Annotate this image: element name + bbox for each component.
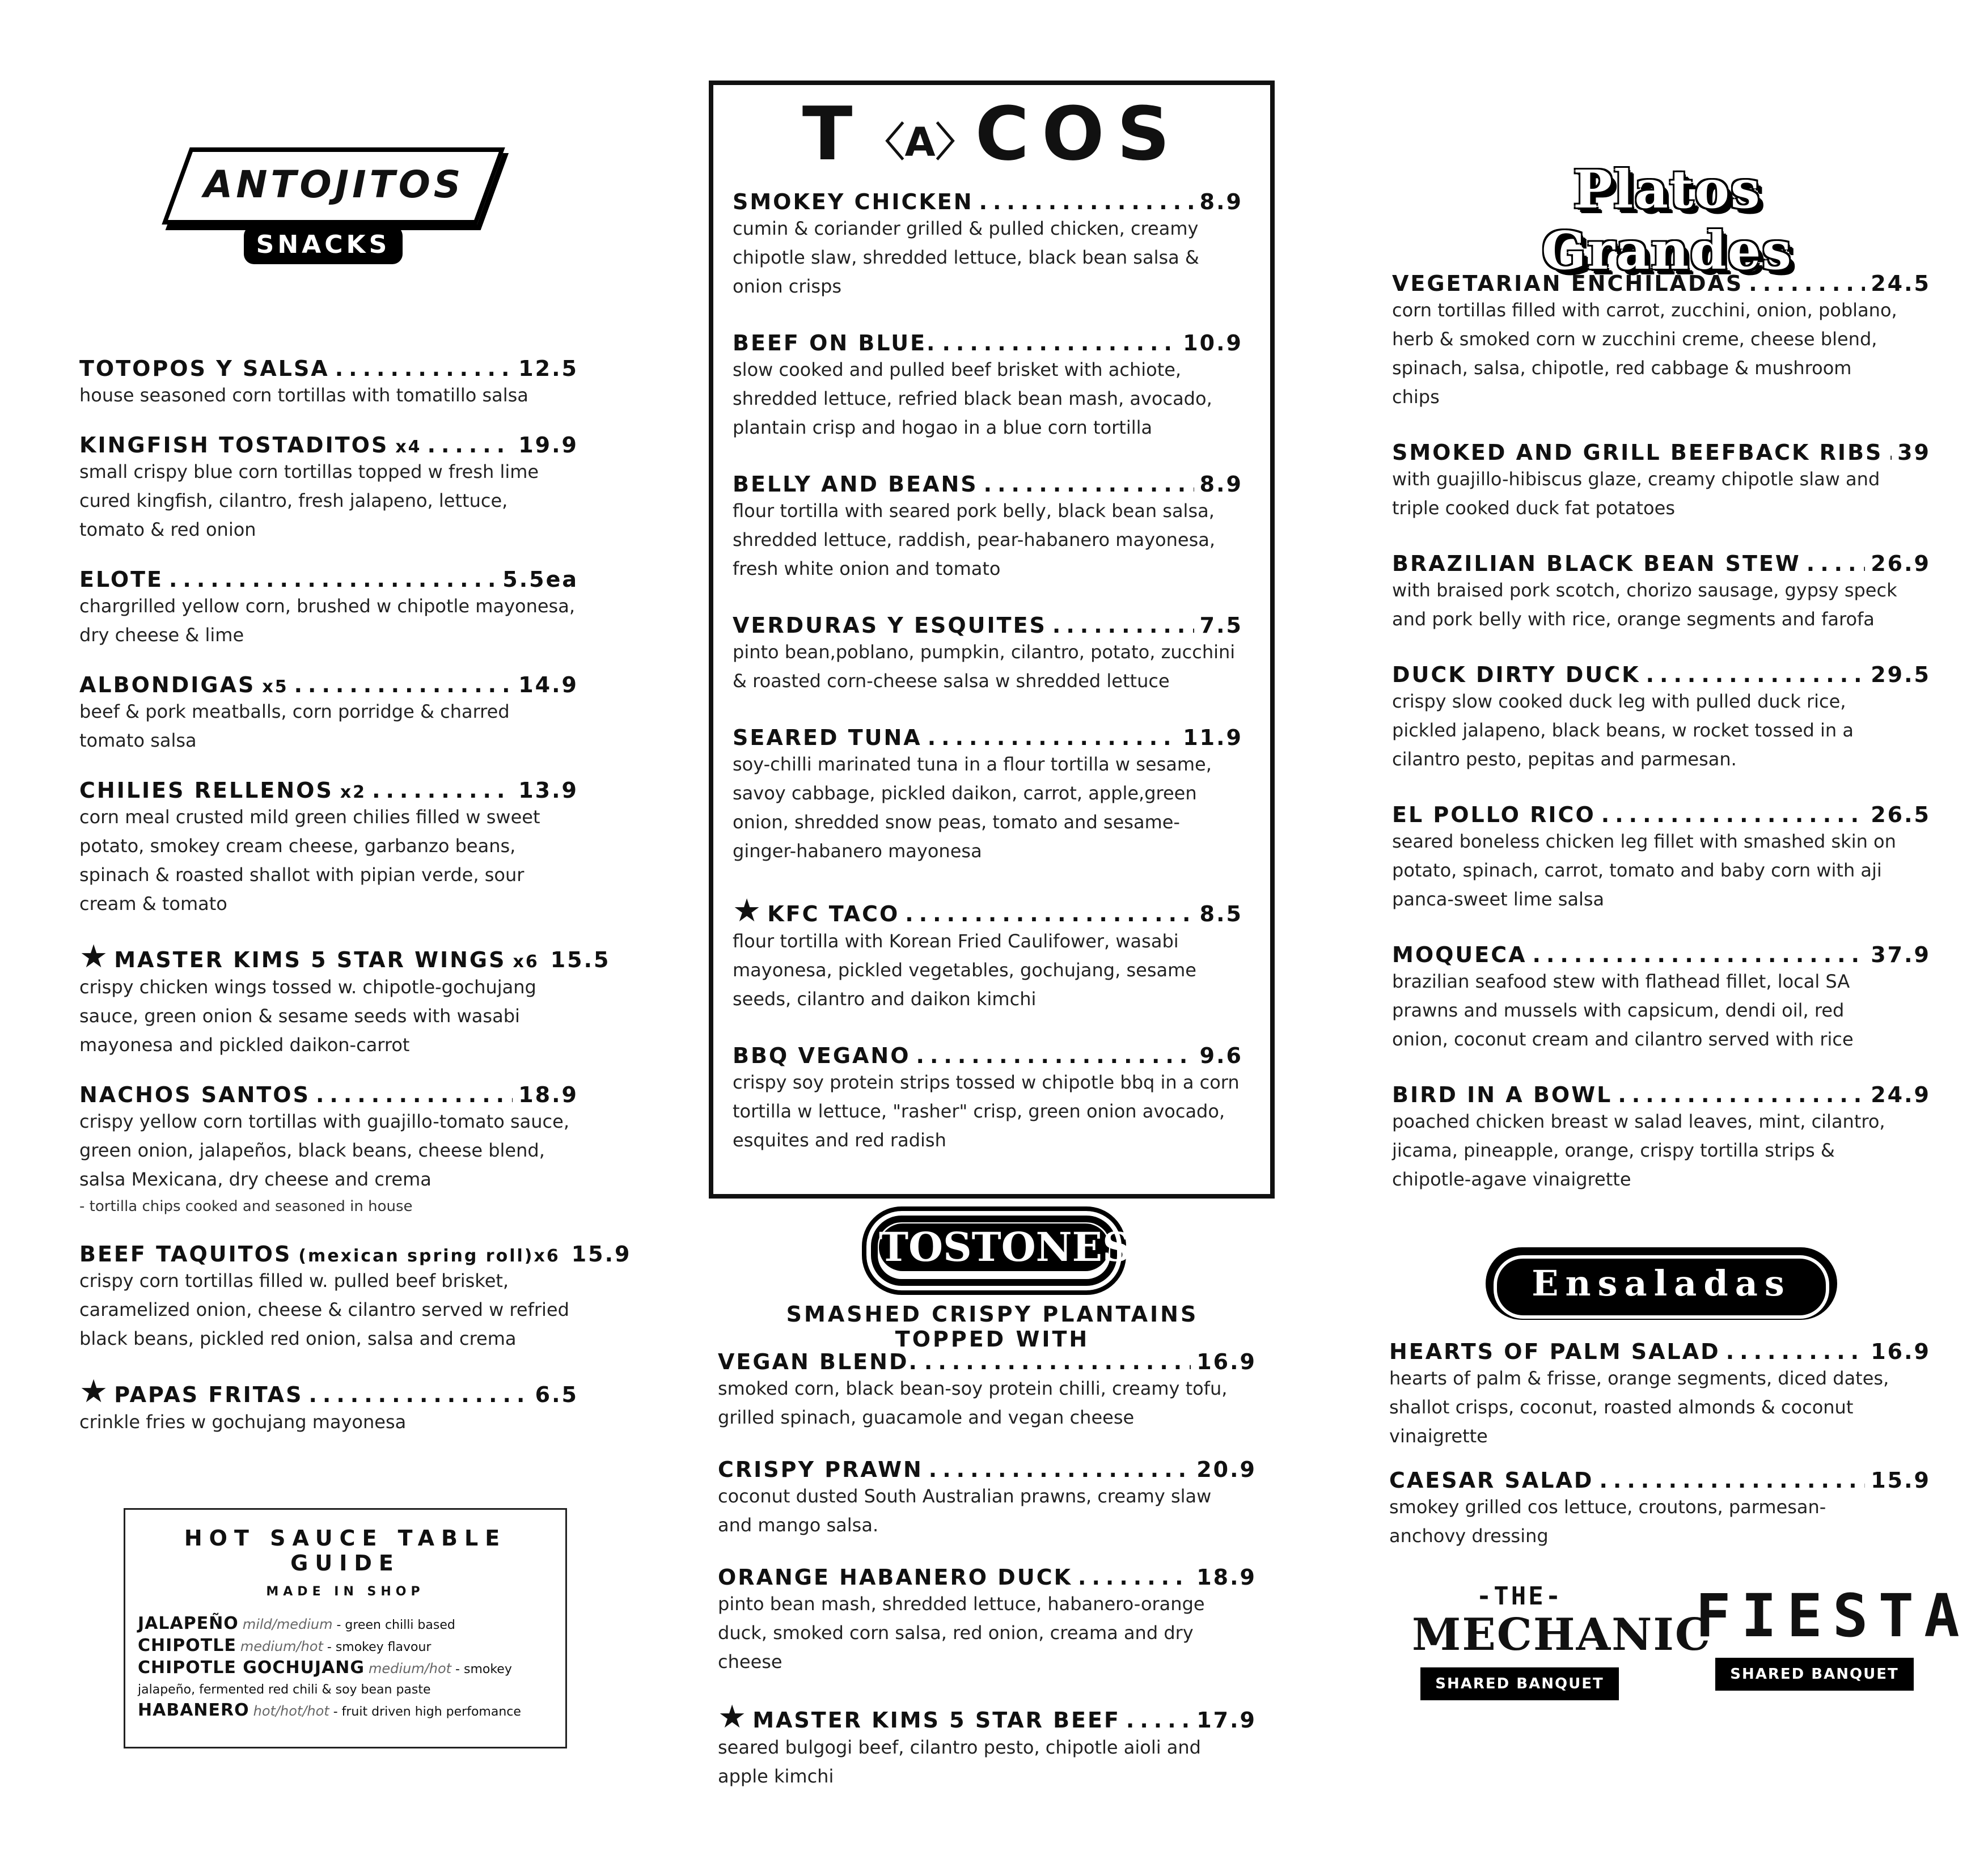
menu-item-price: 11.9	[1183, 725, 1243, 750]
menu-item-header	[1389, 1468, 1931, 1493]
dot-leader	[169, 567, 497, 592]
menu-item-header	[79, 356, 578, 381]
menu-item-name: SMOKED AND GRILL BEEFBACK RIBS	[1392, 440, 1883, 465]
menu-item-name: HEARTS OF PALM SALAD	[1389, 1339, 1720, 1364]
fiesta-shared-banquet-label: SHARED BANQUET	[1715, 1658, 1913, 1691]
menu-item-description: corn tortillas filled with carrot, zucchini, onion, poblano, herb & smoked corn w zucchini creme, cheese blend, spinach, salsa, chipotle, red cabbage & mushroom chips	[1392, 299, 1897, 408]
winged-a-icon: 〈A〉	[865, 118, 975, 166]
menu-item-description: pinto bean,poblano, pumpkin, cilantro, potato, zucchini & roasted corn-cheese salsa w shredded lettuce	[733, 641, 1236, 692]
dot-leader	[979, 189, 1194, 214]
dot-leader	[984, 472, 1194, 497]
menu-item-price: 15.9	[571, 1242, 632, 1267]
star-icon: ★	[718, 1699, 748, 1735]
menu-item-name: ALBONDIGAS	[79, 672, 256, 697]
menu-item-quantity: x6	[513, 952, 539, 972]
menu-item-header	[733, 472, 1243, 497]
menu-item-name: CAESAR SALAD	[1389, 1468, 1594, 1493]
menu-item	[79, 1242, 632, 1353]
menu-item-price: 13.9	[518, 778, 578, 803]
menu-item-header	[1392, 942, 1931, 967]
dot-leader	[924, 1349, 1191, 1374]
hot-sauce-row	[138, 1700, 565, 1722]
mechanic-name: MECHANIC	[1412, 1609, 1711, 1661]
menu-item-header	[718, 1457, 1257, 1482]
menu-item	[1392, 802, 1931, 914]
menu-item-header	[718, 1565, 1257, 1590]
ensaladas-section	[1389, 1339, 1931, 1568]
menu-item	[733, 189, 1243, 301]
menu-item	[733, 331, 1243, 442]
hot-sauce-guide	[124, 1508, 567, 1748]
hot-sauce-name: CHIPOTLE	[138, 1636, 236, 1655]
dot-leader	[905, 901, 1194, 926]
menu-item-price: 39	[1897, 440, 1931, 465]
menu-item-description: seared boneless chicken leg fillet with smashed skin on potato, spinach, carrot, tomato and baby corn with aji panca-sweet lime salsa	[1392, 831, 1896, 910]
menu-item-header	[79, 1242, 632, 1267]
hot-sauce-description: - smokey flavour	[323, 1640, 432, 1654]
menu-item-name: SMOKEY CHICKEN	[733, 189, 974, 214]
menu-item-name: SEARED TUNA	[733, 725, 922, 750]
dot-leader	[1052, 613, 1194, 638]
dot-leader	[929, 1457, 1191, 1482]
menu-item-price: 19.9	[518, 433, 578, 458]
dot-leader	[1888, 440, 1892, 465]
menu-item-header	[1392, 802, 1931, 827]
platos-grandes-section	[1392, 271, 1931, 1222]
hot-sauce-row	[138, 1636, 565, 1658]
menu-item-description: crispy slow cooked duck leg with pulled duck rice, pickled jalapeno, black beans, w rocket tossed in a cilantro pesto, pepitas and parmesan.	[1392, 691, 1854, 770]
menu-item	[733, 1043, 1243, 1155]
menu-item-name: VEGETARIAN ENCHILADAS	[1392, 271, 1744, 296]
tostones-logo	[862, 1206, 1131, 1295]
menu-item-description: coconut dusted South Australian prawns, creamy slaw and mango salsa.	[718, 1485, 1212, 1536]
hot-sauce-description: - smokey jalapeño, fermented red chili & soy bean paste	[138, 1662, 512, 1697]
antojitos-banner	[162, 147, 505, 225]
hot-sauce-list	[138, 1614, 565, 1722]
menu-item-price: 17.9	[1196, 1708, 1257, 1733]
the-mechanic-logo	[1412, 1582, 1711, 1700]
tostones-title: TOSTONES	[879, 1223, 1131, 1271]
menu-item-note: - tortilla chips cooked and seasoned in house	[79, 1198, 413, 1215]
menu-item-description: crispy corn tortillas filled w. pulled beef brisket, caramelized onion, cheese & cilantro served w refried black beans, pickled red onion, salsa and crema	[79, 1270, 569, 1349]
menu-item-price: 26.9	[1871, 551, 1931, 576]
tacos-title	[709, 91, 1276, 177]
menu-item-header	[733, 189, 1243, 214]
menu-item-price: 24.5	[1871, 271, 1931, 296]
menu-item	[1392, 942, 1931, 1054]
menu-item-name: KFC TACO	[767, 901, 900, 926]
ensaladas-title: Ensaladas	[1494, 1255, 1829, 1319]
fiesta-name: FIESTA	[1695, 1581, 1970, 1650]
menu-item-quantity: (mexican spring roll)x6	[298, 1246, 560, 1266]
menu-item-name: MOQUECA	[1392, 942, 1527, 967]
hot-sauce-name: CHIPOTLE GOCHUJANG	[138, 1658, 365, 1678]
menu-item-name: PAPAS FRITAS	[114, 1382, 303, 1407]
menu-item-header	[718, 1349, 1257, 1374]
star-icon: ★	[733, 892, 763, 929]
antojitos-title: ANTOJITOS	[204, 163, 464, 206]
menu-item-price: 7.5	[1199, 613, 1243, 638]
snacks-label: SNACKS	[244, 226, 403, 264]
menu-item-description: crinkle fries w gochujang mayonesa	[79, 1411, 407, 1433]
menu-item	[1392, 440, 1931, 523]
menu-item	[733, 613, 1243, 696]
hot-sauce-row	[138, 1658, 565, 1700]
menu-item-price: 26.5	[1871, 802, 1931, 827]
menu-item-description: chargrilled yellow corn, brushed w chipotle mayonesa, dry cheese & lime	[79, 595, 575, 646]
menu-item	[79, 567, 578, 650]
menu-item-description: with guajillo-hibiscus glaze, creamy chipotle slaw and triple cooked duck fat potatoes	[1392, 468, 1880, 519]
menu-item-price: 8.9	[1199, 189, 1243, 214]
dot-leader	[1726, 1339, 1866, 1364]
menu-item-description: flour tortilla with Korean Fried Caulifower, wasabi mayonesa, pickled vegetables, gochujang, sesame seeds, cilantro and daikon kimchi	[733, 930, 1196, 1010]
hot-sauce-name: JALAPEÑO	[138, 1614, 239, 1633]
menu-item-name: NACHOS SANTOS	[79, 1082, 310, 1107]
hot-sauce-heat: mild/medium	[242, 1616, 333, 1632]
tostones-section	[718, 1349, 1257, 1816]
menu-item-price: 15.5	[550, 947, 611, 972]
menu-item	[1392, 271, 1931, 412]
menu-item-name: CRISPY PRAWN	[718, 1457, 923, 1482]
menu-item	[733, 725, 1243, 866]
menu-item	[718, 1457, 1257, 1540]
dot-leader	[1126, 1708, 1191, 1733]
menu-item-price: 18.9	[518, 1082, 578, 1107]
dot-leader	[1533, 942, 1866, 967]
menu-item	[718, 1349, 1257, 1432]
menu-item-description: flour tortilla with seared pork belly, black bean salsa, shredded lettuce, raddish, pear-habanero mayonesa, fresh white onion and tomato	[733, 500, 1216, 579]
menu-item-price: 9.6	[1199, 1043, 1243, 1068]
antojitos-section	[79, 356, 632, 1459]
menu-item-name: BBQ VEGANO	[733, 1043, 911, 1068]
menu-item-header	[79, 1373, 578, 1410]
menu-item-name: KINGFISH TOSTADITOS	[79, 433, 389, 458]
menu-item-price: 29.5	[1871, 662, 1931, 687]
menu-item-name: CHILIES RELLENOS	[79, 778, 333, 803]
menu-item-name: BIRD IN A BOWL	[1392, 1082, 1613, 1107]
menu-item	[718, 1565, 1257, 1676]
menu-item-name: DUCK DIRTY DUCK	[1392, 662, 1640, 687]
menu-item-quantity: x4	[395, 437, 422, 457]
menu-item-price: 8.5	[1199, 901, 1243, 926]
menu-item-name: BEEF ON BLUE.	[733, 331, 937, 355]
menu-item-description: pinto bean mash, shredded lettuce, habanero-orange duck, smoked corn salsa, red onion, creama and dry cheese	[718, 1593, 1205, 1673]
menu-item-header	[1389, 1339, 1931, 1364]
dot-leader	[1599, 1468, 1865, 1493]
hot-sauce-heat: medium/hot	[369, 1661, 452, 1676]
hot-sauce-row	[138, 1614, 565, 1636]
menu-item-price: 8.9	[1199, 472, 1243, 497]
menu-item	[79, 356, 578, 410]
tacos-title-cos: COS	[975, 91, 1183, 177]
menu-item-price: 18.9	[1196, 1565, 1257, 1590]
tacos-section	[733, 189, 1243, 1184]
menu-item-name: BELLY AND BEANS	[733, 472, 978, 497]
menu-item	[1392, 662, 1931, 774]
mechanic-the: -THE-	[1476, 1582, 1563, 1611]
antojitos-logo	[176, 147, 493, 266]
menu-item-header	[1392, 271, 1931, 296]
menu-item-price: 14.9	[518, 672, 578, 697]
menu-item-price: 37.9	[1871, 942, 1931, 967]
fiesta-logo	[1695, 1581, 1970, 1691]
hot-sauce-description: - fruit driven high perfomance	[329, 1705, 521, 1719]
menu-item-name: MASTER KIMS 5 STAR BEEF	[752, 1708, 1120, 1733]
menu-item	[1392, 551, 1931, 634]
tacos-title-t: T	[802, 91, 865, 177]
menu-item-header	[79, 672, 578, 697]
hot-sauce-description: - green chilli based	[332, 1618, 455, 1632]
menu-item-description: with braised pork scotch, chorizo sausage, gypsy speck and pork belly with rice, orange segments and farofa	[1392, 579, 1897, 630]
dot-leader	[1807, 551, 1865, 576]
menu-item-header	[733, 1043, 1243, 1068]
hot-sauce-name: HABANERO	[138, 1700, 249, 1720]
menu-item-header	[718, 1701, 1257, 1733]
menu-item-header	[1392, 1082, 1931, 1107]
dot-leader	[916, 1043, 1194, 1068]
menu-item-description: smoked corn, black bean-soy protein chilli, creamy tofu, grilled spinach, guacamole and vegan cheese	[718, 1378, 1228, 1428]
hot-sauce-subtitle: MADE IN SHOP	[266, 1585, 425, 1599]
menu-item-name: BEEF TAQUITOS	[79, 1242, 292, 1267]
dot-leader	[1078, 1565, 1191, 1590]
menu-item	[1389, 1339, 1931, 1451]
ensaladas-logo	[1486, 1247, 1837, 1320]
hot-sauce-heat: hot/hot/hot	[253, 1703, 329, 1719]
menu-item-price: 6.5	[535, 1382, 578, 1407]
menu-item-price: 16.9	[1871, 1339, 1931, 1364]
menu-item-description: house seasoned corn tortillas with tomatillo salsa	[79, 384, 528, 406]
menu-item-price: 12.5	[518, 356, 578, 381]
menu-item	[733, 472, 1243, 583]
menu-item-header	[79, 938, 611, 975]
menu-item-header	[733, 725, 1243, 750]
menu-item-name: ELOTE	[79, 567, 163, 592]
menu-item-quantity: x2	[340, 782, 367, 802]
dot-leader	[1601, 802, 1865, 827]
dot-leader	[294, 672, 513, 697]
star-icon: ★	[79, 1373, 110, 1410]
menu-item-header	[733, 331, 1243, 355]
menu-item-header	[79, 778, 578, 803]
menu-item	[718, 1701, 1257, 1791]
menu-item-description: crispy chicken wings tossed w. chipotle-gochujang sauce, green onion & sesame seeds with wasabi mayonesa and pickled daikon-carrot	[79, 976, 536, 1056]
dot-leader	[372, 778, 513, 803]
dot-leader	[1646, 662, 1866, 687]
menu-item-name: VEGAN BLEND.	[718, 1349, 919, 1374]
menu-item-description: brazilian seafood stew with flathead fillet, local SA prawns and mussels with capsicum, dendi oil, red onion, coconut cream and cilantro served with rice	[1392, 971, 1854, 1050]
menu-item-header	[79, 433, 578, 458]
menu-item-header	[733, 892, 1243, 929]
menu-item	[79, 1373, 578, 1437]
menu-item-description: crispy soy protein strips tossed w chipotle bbq in a corn tortilla w lettuce, "rasher" crisp, green onion avocado, esquites and red radish	[733, 1072, 1240, 1151]
menu-item-header	[79, 567, 578, 592]
menu-item	[79, 1082, 578, 1219]
dot-leader	[335, 356, 513, 381]
menu-item-description: cumin & coriander grilled & pulled chicken, creamy chipotle slaw, shredded lettuce, black bean salsa & onion crisps	[733, 218, 1199, 297]
menu-item-description: small crispy blue corn tortillas topped w fresh lime cured kingfish, cilantro, fresh jalapeno, lettuce, tomato & red onion	[79, 461, 539, 540]
dot-leader	[1618, 1082, 1865, 1107]
menu-item-name: TOTOPOS Y SALSA	[79, 356, 329, 381]
dot-leader	[308, 1382, 529, 1407]
dot-leader	[428, 433, 513, 458]
menu-item-description: corn meal crusted mild green chilies filled w sweet potato, smokey cream cheese, garbanzo beans, spinach & roasted shallot with pipian verde, sour cream & tomato	[79, 806, 540, 914]
mechanic-shared-banquet-label: SHARED BANQUET	[1420, 1667, 1618, 1700]
menu-item	[1389, 1468, 1931, 1551]
dot-leader	[942, 331, 1177, 355]
menu-item-price: 15.9	[1871, 1468, 1931, 1493]
menu-item-name: MASTER KIMS 5 STAR WINGS	[114, 947, 506, 972]
menu-item-header	[733, 613, 1243, 638]
dot-leader	[1749, 271, 1865, 296]
menu-item-header	[79, 1082, 578, 1107]
hot-sauce-heat: medium/hot	[240, 1638, 323, 1654]
menu-item-header	[1392, 662, 1931, 687]
menu-item-header	[1392, 551, 1931, 576]
menu-item-description: slow cooked and pulled beef brisket with achiote, shredded lettuce, refried black bean mash, avocado, plantain crisp and hogao in a blue corn tortilla	[733, 359, 1212, 438]
star-icon: ★	[79, 938, 110, 975]
menu-item-name: VERDURAS Y ESQUITES	[733, 613, 1047, 638]
menu-item	[733, 892, 1243, 1014]
menu-item-description: smokey grilled cos lettuce, croutons, parmesan-anchovy dressing	[1389, 1496, 1826, 1547]
menu-item-price: 5.5ea	[502, 567, 578, 592]
hot-sauce-title: HOT SAUCE TABLE GUIDE	[184, 1526, 507, 1576]
menu-item-quantity: x5	[262, 677, 289, 697]
menu-item	[79, 778, 578, 918]
menu-item-description: soy-chilli marinated tuna in a flour tortilla w sesame, savoy cabbage, pickled daikon, carrot, apple,green onion, shredded snow peas, tomato and sesame-ginger-habanero mayonesa	[733, 753, 1212, 862]
menu-item-description: poached chicken breast w salad leaves, mint, cilantro, jicama, pineapple, orange, crispy tortilla strips & chipotle-agave vinaigrette	[1392, 1111, 1885, 1190]
platos-grandes-title: Platos Grandes	[1541, 159, 1793, 281]
menu-item-price: 16.9	[1196, 1349, 1257, 1374]
menu-item	[79, 672, 578, 755]
menu-item	[79, 938, 611, 1060]
menu-item-name: EL POLLO RICO	[1392, 802, 1596, 827]
menu-item-description: seared bulgogi beef, cilantro pesto, chipotle aioli and apple kimchi	[718, 1737, 1201, 1787]
dot-leader	[316, 1082, 513, 1107]
menu-item-price: 24.9	[1871, 1082, 1931, 1107]
menu-item-description: hearts of palm & frisse, orange segments, diced dates, shallot crisps, coconut, roasted almonds & coconut vinaigrette	[1389, 1367, 1889, 1447]
menu-item-name: ORANGE HABANERO DUCK	[718, 1565, 1073, 1590]
menu-item-name: BRAZILIAN BLACK BEAN STEW	[1392, 551, 1801, 576]
menu-item	[1392, 1082, 1931, 1194]
menu-item-price: 20.9	[1196, 1457, 1257, 1482]
menu-item-header	[1392, 440, 1931, 465]
menu-item	[79, 433, 578, 544]
menu-item-price: 10.9	[1183, 331, 1243, 355]
tostones-subtitle: SMASHED CRISPY PLANTAINS TOPPED WITH	[786, 1302, 1199, 1352]
dot-leader	[928, 725, 1178, 750]
menu-item-description: beef & pork meatballs, corn porridge & charred tomato salsa	[79, 701, 510, 751]
menu-item-description: crispy yellow corn tortillas with guajillo-tomato sauce, green onion, jalapeños, black beans, cheese blend, salsa Mexicana, dry cheese and crema	[79, 1111, 569, 1190]
